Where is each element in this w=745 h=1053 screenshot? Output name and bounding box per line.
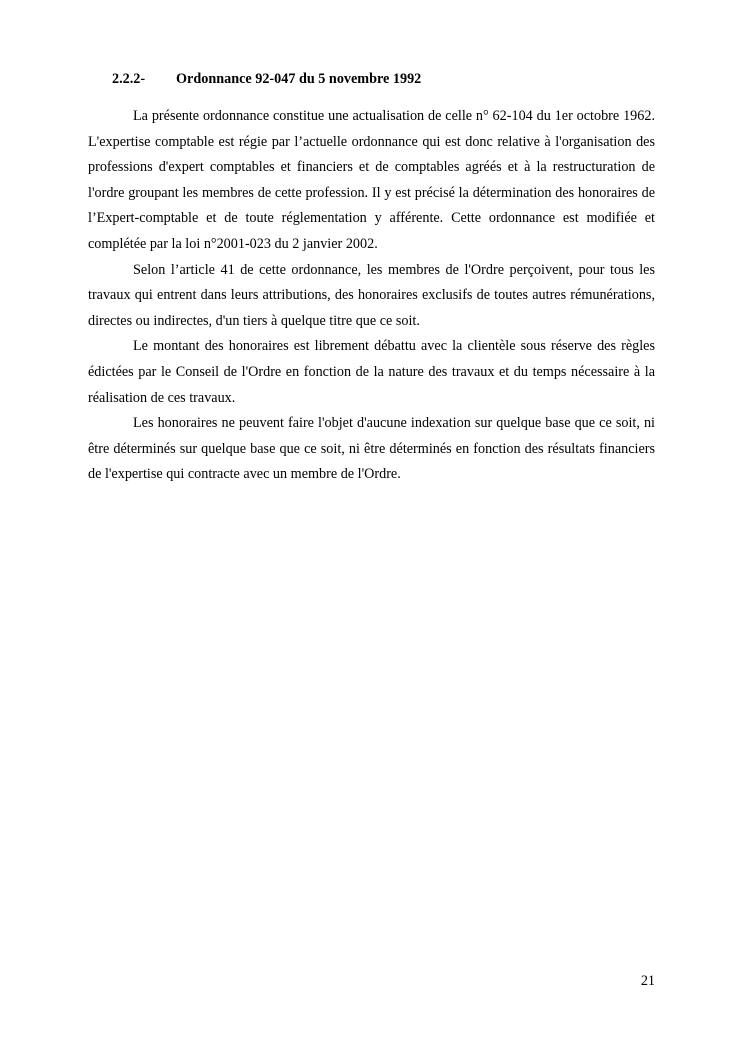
section-heading (112, 70, 421, 88)
paragraph: Les honoraires ne peuvent faire l'objet d'aucune indexation sur quelque base que ce soit, ni être déterminés sur quelque base que ce soit, ni être déterminés en fonction des résultats financiers de l'expertise qui contracte avec un membre de l'Ordre. (88, 415, 655, 483)
page-number: 21 (640, 973, 655, 989)
section-title: Ordonnance 92-047 du 5 novembre 1992 (176, 71, 422, 87)
paragraph: Le montant des honoraires est librement débattu avec la clientèle sous réserve des règles édictées par le Conseil de l'Ordre en fonction de la nature des travaux et du temps nécessaire à la réalisation de ces travaux. (88, 338, 655, 406)
body-text (88, 104, 655, 488)
paragraph: Selon l’article 41 de cette ordonnance, les membres de l'Ordre perçoivent, pour tous les travaux qui entrent dans leurs attributions, des honoraires exclusifs de toutes autres rémunérations, directes ou indirectes, d'un tiers à quelque titre que ce soit. (88, 261, 655, 329)
section-number: 2.2.2- (112, 71, 146, 87)
paragraph: La présente ordonnance constitue une actualisation de celle n° 62-104 du 1er octobre 1962. L'expertise comptable est régie par l’actuelle ordonnance qui est donc relative à l'organisation des professions d'expert comptables et financiers et de comptables agréés et à la restructuration de l'ordre groupant les membres de cette profession. Il y est précisé la détermination des honoraires de l’Expert-comptable et de toute réglementation y afférente. Cette ordonnance est modifiée et complétée par la loi n°2001-023 du 2 janvier 2002. (88, 108, 655, 252)
